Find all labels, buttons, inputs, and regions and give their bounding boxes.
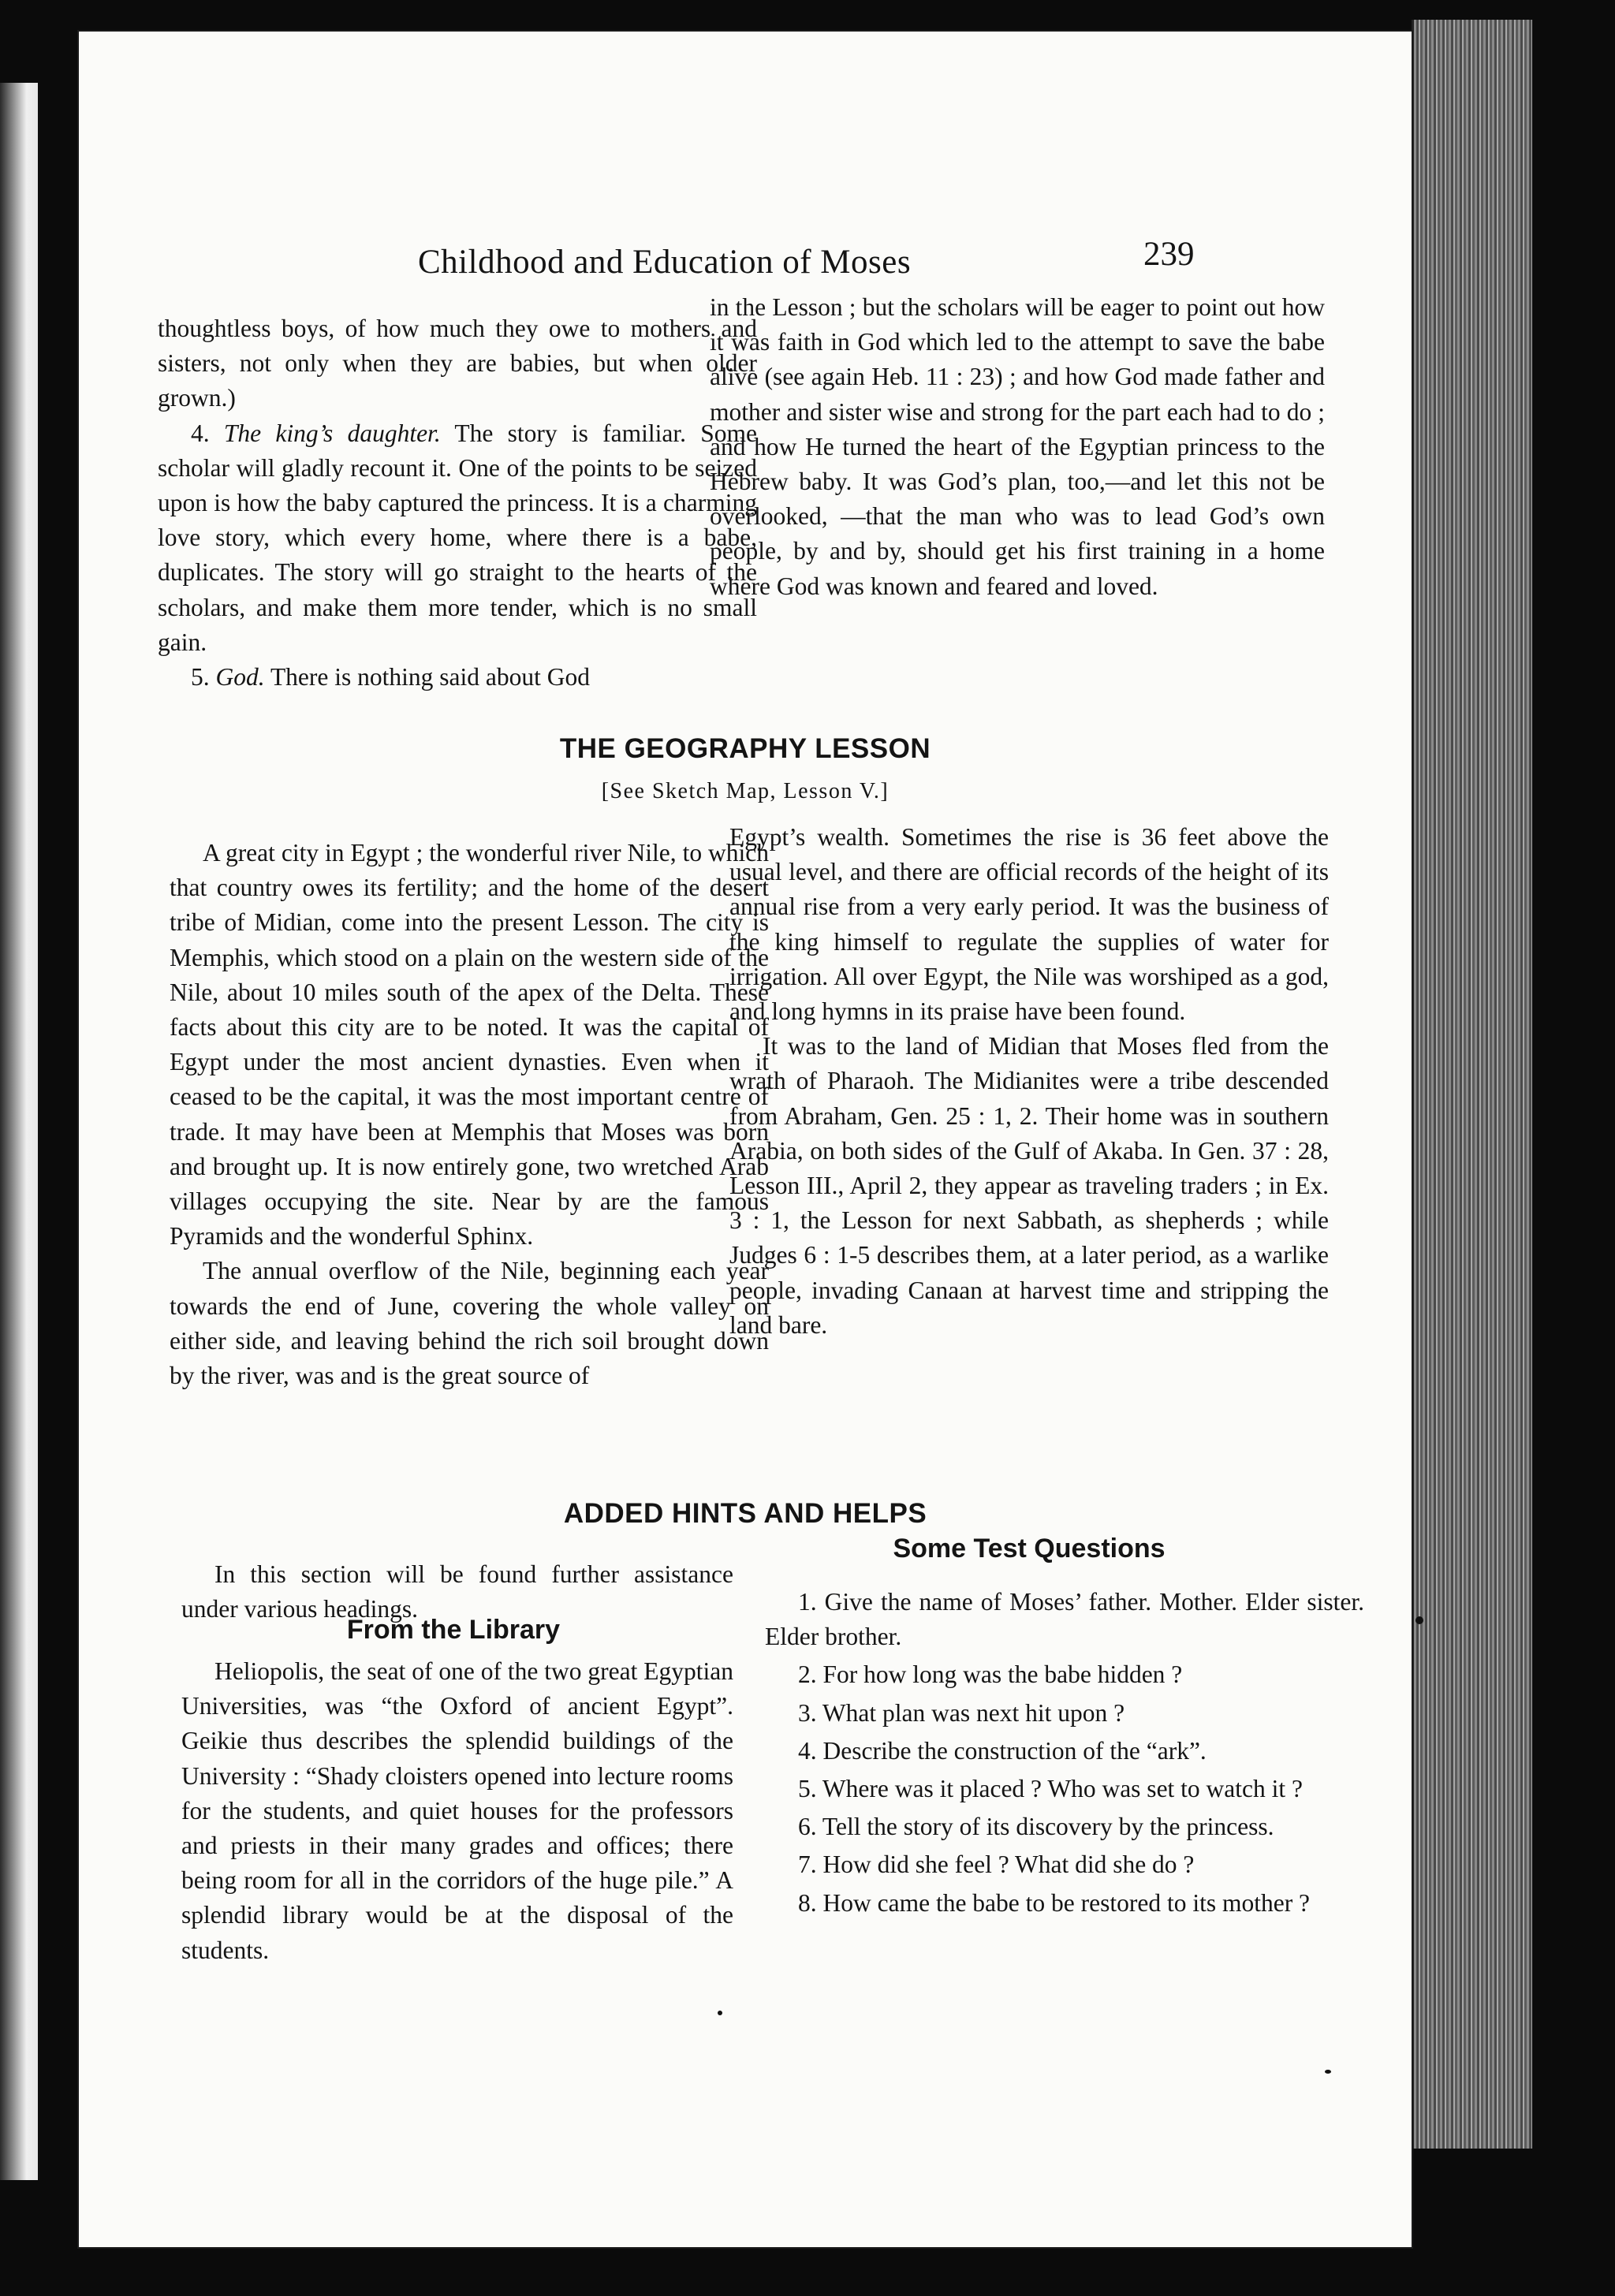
paragraph: In this section will be found further assistance under various headings. — [181, 1560, 733, 1623]
paragraph: Egypt’s wealth. Sometimes the rise is 36 feet above the usual level, and there are official records of the height of its annual rise from a very early period. It was the business of the king himself to regulate the supplies of water for irrigation. All over Egypt, the Nile was worshiped as a god, and long hymns in its praise have been found. — [729, 823, 1329, 1026]
question-item: 2. For how long was the babe hidden ? — [798, 1660, 1183, 1689]
section-heading-geography: THE GEOGRAPHY LESSON — [559, 733, 931, 764]
question-item: 7. How did she feel ? What did she do ? — [798, 1851, 1195, 1879]
item-number: 5. — [191, 663, 210, 691]
book-page — [79, 32, 1412, 2247]
item-lead: God. — [215, 663, 265, 691]
question-item: 6. Tell the story of its discovery by the princess. — [798, 1813, 1274, 1841]
ink-speck — [718, 2011, 722, 2015]
item-number: 4. — [191, 419, 210, 447]
item-text: There is nothing said about God — [270, 663, 590, 691]
paragraph-god — [158, 660, 757, 695]
adjacent-page-edge — [0, 83, 38, 2180]
running-title: Childhood and Education of Moses — [418, 244, 912, 281]
geography-right-column — [729, 820, 1329, 1343]
geography-left-column — [170, 836, 769, 1393]
paragraph: thoughtless boys, of how much they owe to mothers and sisters, not only when they are babies, but when older grown.) — [158, 315, 757, 412]
running-head — [418, 229, 1195, 292]
top-right-column — [710, 290, 1325, 604]
paragraph: Heliopolis, the seat of one of the two great Egyptian Universities, was “the Oxford of ancient Egypt”. Geikie thus describes the splendid buildings of the University : “Shady cloisters opened into lecture rooms for the students, and quiet houses for the professors and priests in their many grades and offices; there being room for all in the corridors of the huge pile.” A splendid library would be at the disposal of the students. — [181, 1657, 733, 1964]
ink-speck — [1415, 1616, 1423, 1624]
question-item: 3. What plan was next hit upon ? — [798, 1698, 1125, 1727]
page-number: 239 — [1143, 236, 1195, 273]
paragraph: It was to the land of Midian that Moses fled from the wrath of Pharaoh. The Midianites were a tribe descended from Abraham, Gen. 25 : 1, 2. Their home was in southern Arabia, on both sides of the Gulf of Akaba. In Gen. 37 : 28, Lesson III., April 2, they appear as traveling traders ; in Ex. 3 : 1, the Lesson for next Sabbath, as shepherds ; while Judges 6 : 1-5 describes them, at a later period, as a warlike people, invading Canaan at harvest time and stripping the land bare. — [729, 1032, 1329, 1339]
section-heading-hints: ADDED HINTS AND HELPS — [563, 1498, 927, 1529]
question-item: 8. How came the babe to be restored to its mother ? — [798, 1888, 1311, 1917]
paragraph: in the Lesson ; but the scholars will be eager to point out how it was faith in God which led to the attempt to save the babe alive (see again Heb. 11 : 23) ; and how God made father and mother and sister wise and strong for the part each had to do ; and how He turned the heart of the Egyptian princess to the Hebrew baby. It was God’s plan, too,—and let this not be overlooked, —that the man who was to lead God’s own people, by and by, should get his first training in a home where God was known and feared and loved. — [710, 293, 1325, 600]
subheading-test-questions: Some Test Questions — [893, 1534, 1166, 1564]
library-column — [181, 1654, 733, 1968]
subheading-library: From the Library — [346, 1615, 561, 1645]
paragraph: A great city in Egypt ; the wonderful river Nile, to which that country owes its fertility; and the home of the desert tribe of Midian, come into the present Lesson. The city is Memphis, which stood on a plain on the western side of the Nile, about 10 miles south of the apex of the Delta. These facts about this city are to be noted. It was the capital of Egypt under the most ancient dynasties. Even when it ceased to be the capital, it was the most important centre of trade. It may have been at Memphis that Moses was born and brought up. It is now entirely gone, two wretched Arab villages occupying the site. Near by are the famous Pyramids and the wonderful Sphinx. — [170, 839, 769, 1250]
section-subheading-sketch-map: [See Sketch Map, Lesson V.] — [601, 779, 890, 803]
paragraph: The annual overflow of the Nile, beginning each year towards the end of June, covering the whole valley on either side, and leaving behind the rich soil brought down by the river, was and is the great source of — [170, 1257, 769, 1390]
top-left-column — [158, 311, 757, 695]
question-item: 4. Describe the construction of the “ark”. — [798, 1736, 1207, 1765]
book-page-stack — [1412, 20, 1532, 2149]
item-lead: The king’s daughter. — [223, 419, 441, 447]
questions-list — [765, 1585, 1364, 1924]
question-item: 1. Give the name of Moses’ father. Mother. Elder sister. Elder brother. — [765, 1588, 1364, 1651]
question-item: 5. Where was it placed ? Who was set to watch it ? — [798, 1775, 1303, 1803]
item-text: The story is familiar. Some scholar will gladly recount it. One of the points to be seized upon is how the baby captured the princess. It is a charming love story, which every home, where there is a babe, duplicates. The story will go straight to the hearts of the scholars, and make them more tender, which is no small gain. — [158, 419, 758, 656]
paragraph-kings-daughter — [158, 416, 757, 660]
ink-speck — [1325, 2070, 1331, 2074]
